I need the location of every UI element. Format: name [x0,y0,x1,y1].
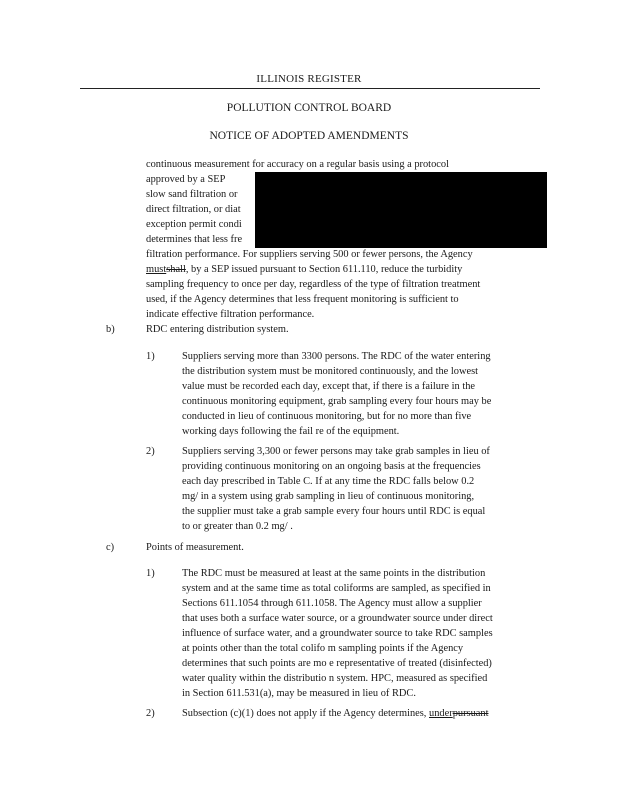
text-line: the supplier must take a grab sample every four hours until RDC is equal [182,506,486,517]
text-line: working days following the fail re of the equipment. [182,426,400,437]
list-item [182,706,547,721]
text-line: approved by a SEP [146,174,226,185]
text-line: that uses both a surface water source, or a groundwater source under direct [182,613,493,624]
text-segment: Subsection (c)(1) does not apply if the Agency determines, [182,708,430,719]
board-name: POLLUTION CONTROL BOARD [226,102,392,114]
text-line [182,706,547,721]
text-line: The RDC must be measured at least at the same points in the distribution [182,568,486,579]
text-line: the distribution system must be monitored continuously, and the lowest [182,366,479,377]
header-rule [80,88,540,89]
text-line: continuous monitoring equipment, grab sampling every four hours may be [182,396,492,407]
text-line: each day prescribed in Table C. If at any time the RDC falls below 0.2 [182,476,475,487]
text-line: water quality within the distributio n system. HPC, measured as specified [182,673,488,684]
text-line: influence of surface water, and a groundwater source to take RDC samples [182,628,493,639]
redaction-block [255,172,547,248]
text-line: value must be recorded each day, except that, if there is a failure in the [182,381,476,392]
notice-title: NOTICE OF ADOPTED AMENDMENTS [209,130,409,142]
text-line [146,262,546,277]
list-item [182,349,547,439]
text-line: Suppliers serving 3,300 or fewer persons may take grab samples in lieu of [182,446,490,457]
text-line: in Section 611.531(a), may be measured in lieu of RDC. [182,688,416,699]
register-title: ILLINOIS REGISTER [256,73,362,85]
text-line: indicate effective filtration performance. [146,309,315,320]
inserted-text: must [146,264,167,275]
text-line: slow sand filtration or [146,189,238,200]
text-line: providing continuous monitoring on an ongoing basis at the frequencies [182,461,481,472]
text-line: determines that such points are mo e representative of treated (disinfected) [182,658,492,669]
deleted-text: shall [166,264,186,275]
text-line: conducted in lieu of continuous monitoring, but for no more than five [182,411,472,422]
text-line: sampling frequency to once per day, regardless of the type of filtration treatment [146,279,481,290]
text-segment: , by a SEP issued pursuant to Section 611.110, reduce the turbidity [185,264,463,275]
section-b-label: b) [106,324,115,335]
inserted-text: under [429,708,453,719]
section-c-heading: Points of measurement. [146,542,244,553]
text-line: mg/ in a system using grab sampling in lieu of continuous monitoring, [182,491,475,502]
text-line: determines that less fre [146,234,243,245]
text-line: to or greater than 0.2 mg/ . [182,521,293,532]
text-line: system and at the same time as total coliforms are sampled, as specified in [182,583,491,594]
section-b-heading: RDC entering distribution system. [146,324,289,335]
section-c-label: c) [106,542,115,553]
list-item [182,566,547,701]
item-number: 2) [146,708,155,719]
text-line: used, if the Agency determines that less frequent monitoring is sufficient to [146,294,459,305]
text-line: Sections 611.1054 through 611.1058. The Agency must allow a supplier [182,598,482,609]
text-line: continuous measurement for accuracy on a regular basis using a protocol [146,159,449,170]
text-line: filtration performance. For suppliers serving 500 or fewer persons, the Agency [146,249,473,260]
item-number: 1) [146,351,155,362]
text-line: direct filtration, or diat [146,204,241,215]
text-line: exception permit condi [146,219,242,230]
item-number: 1) [146,568,155,579]
item-number: 2) [146,446,155,457]
text-line: at points other than the total colifo m sampling points if the Agency [182,643,464,654]
deleted-text: pursuant [452,708,489,719]
text-line: Suppliers serving more than 3300 persons. The RDC of the water entering [182,351,491,362]
list-item [182,444,547,534]
